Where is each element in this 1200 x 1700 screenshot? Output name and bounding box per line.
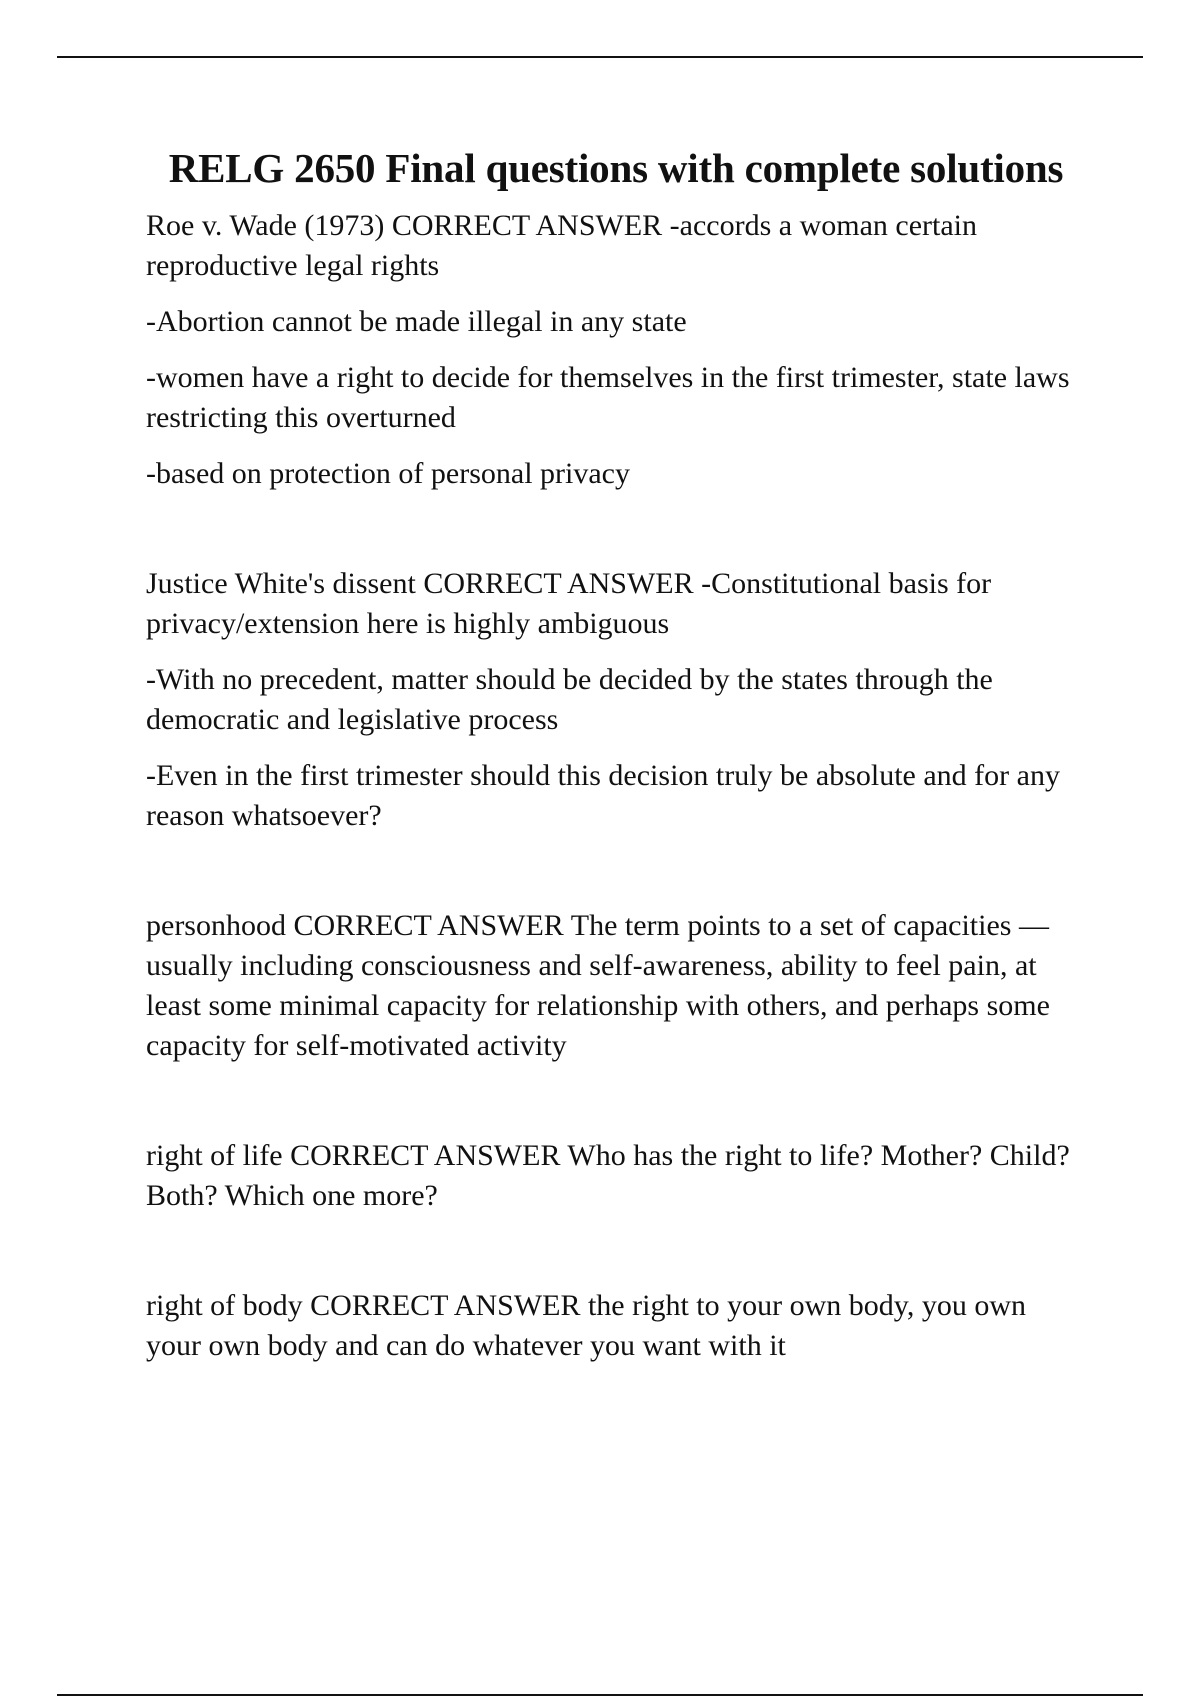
qa-card-personhood xyxy=(146,906,1086,1066)
card-paragraph: personhood CORRECT ANSWER The term points to a set of capacities — usually including consciousness and self-awareness, ability to feel pain, at least some minimal capacity for relationship with others, and perhaps some capacity for self-motivated activity xyxy=(146,909,1050,1062)
card-paragraph: -based on protection of personal privacy xyxy=(146,457,630,490)
card-paragraph: Justice White's dissent CORRECT ANSWER -Constitutional basis for privacy/extension here is highly ambiguous xyxy=(146,567,992,640)
document-body xyxy=(146,140,1086,1366)
card-paragraph: Roe v. Wade (1973) CORRECT ANSWER -accords a woman certain reproductive legal rights xyxy=(146,209,978,282)
card-paragraph: -With no precedent, matter should be decided by the states through the democratic and legislative process xyxy=(146,663,993,736)
qa-card-right-of-body xyxy=(146,1286,1086,1366)
card-paragraph: right of life CORRECT ANSWER Who has the right to life? Mother? Child? Both? Which one more? xyxy=(146,1139,1070,1212)
top-divider xyxy=(57,56,1143,58)
qa-card-right-of-life xyxy=(146,1136,1086,1216)
card-paragraph: -Abortion cannot be made illegal in any state xyxy=(146,305,687,338)
card-paragraph: right of body CORRECT ANSWER the right to your own body, you own your own body and can do whatever you want with it xyxy=(146,1289,1026,1362)
card-paragraph: -women have a right to decide for themselves in the first trimester, state laws restricting this overturned xyxy=(146,361,1070,434)
card-paragraph: -Even in the first trimester should this decision truly be absolute and for any reason whatsoever? xyxy=(146,759,1060,832)
bottom-divider xyxy=(57,1694,1143,1696)
qa-card-justice-white xyxy=(146,564,1086,836)
document-title: RELG 2650 Final questions with complete solutions xyxy=(168,145,1064,191)
qa-card-roe-v-wade xyxy=(146,206,1086,494)
